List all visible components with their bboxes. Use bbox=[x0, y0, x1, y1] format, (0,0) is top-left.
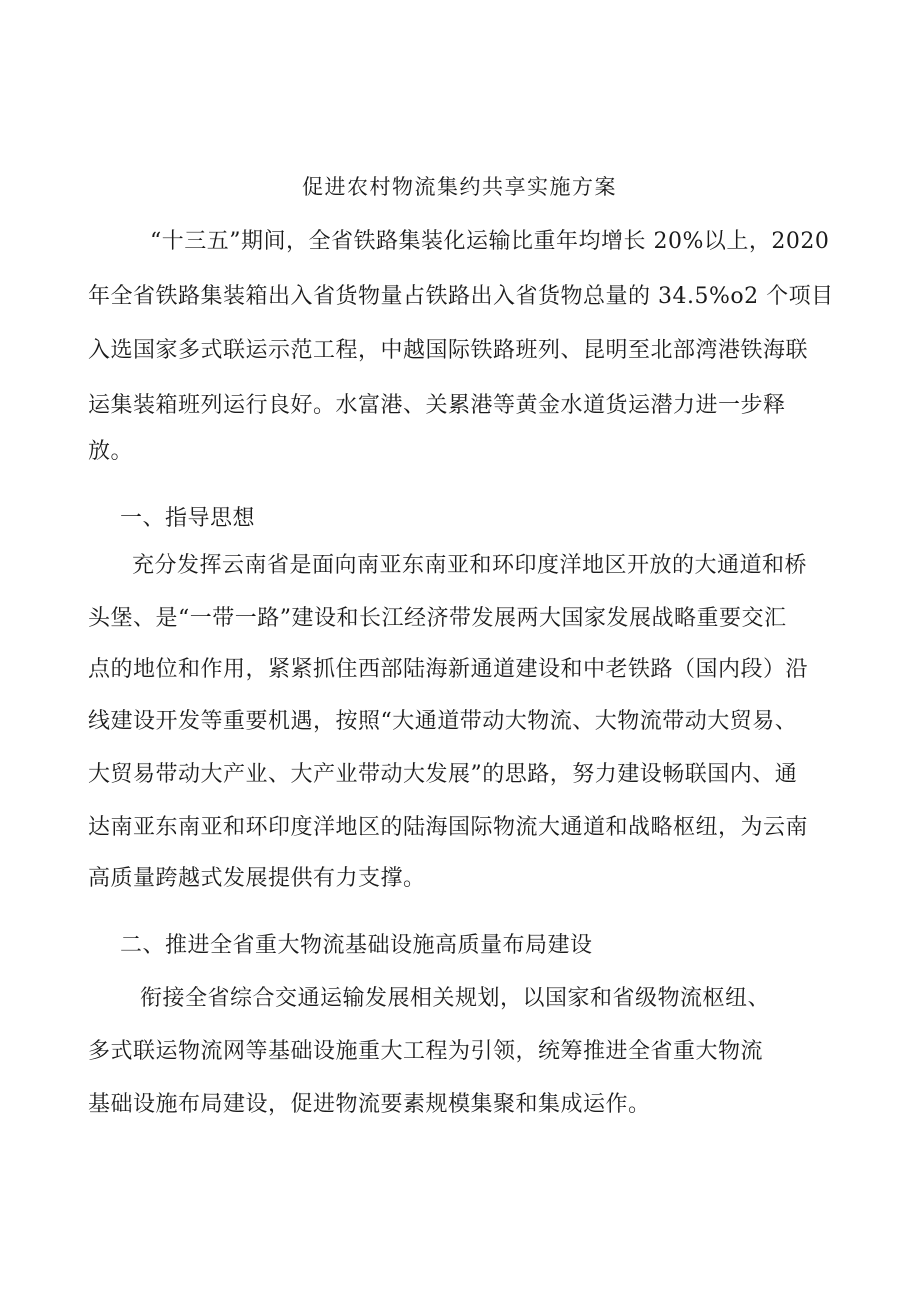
section-heading: 一、指导思想 bbox=[120, 506, 256, 531]
intro-line: 运集装箱班列运行良好。水富港、关累港等黄金水道货运潜力进一步释 bbox=[88, 393, 786, 418]
paragraph-line: 点的地位和作用，紧紧抓住西部陆海新通道建设和中老铁路（国内段）沿 bbox=[88, 657, 809, 682]
paragraph-line: 衔接全省综合交通运输发展相关规划，以国家和省级物流枢纽、 bbox=[140, 986, 771, 1011]
paragraph-line: 达南亚东南亚和环印度洋地区的陆海国际物流大通道和战略枢纽，为云南 bbox=[88, 815, 809, 840]
paragraph-line: 高质量跨越式发展提供有力支撑。 bbox=[88, 866, 426, 891]
paragraph-line: 基础设施布局建设，促进物流要素规模集聚和集成运作。 bbox=[88, 1092, 651, 1117]
intro-line: 入选国家多式联运示范工程，中越国际铁路班列、昆明至北部湾港铁海联 bbox=[88, 338, 809, 363]
intro-line: 年全省铁路集装箱出入省货物量占铁路出入省货物总量的 34.5%o2 个项目 bbox=[88, 284, 834, 309]
intro-line: “十三五”期间，全省铁路集装化运输比重年均增长 20%以上，2020 bbox=[150, 229, 830, 254]
intro-line: 放。 bbox=[88, 439, 134, 464]
paragraph-line: 多式联运物流网等基础设施重大工程为引领，统筹推进全省重大物流 bbox=[88, 1039, 764, 1064]
paragraph-line: 充分发挥云南省是面向南亚东南亚和环印度洋地区开放的大通道和桥 bbox=[132, 553, 808, 578]
document-title: 促进农村物流集约共享实施方案 bbox=[302, 175, 617, 199]
paragraph-line: 大贸易带动大产业、大产业带动大发展”的思路，努力建设畅联国内、通 bbox=[88, 762, 798, 787]
paragraph-line: 线建设开发等重要机遇，按照“大通道带动大物流、大物流带动大贸易、 bbox=[88, 709, 798, 734]
section-heading: 二、推进全省重大物流基础设施高质量布局建设 bbox=[120, 933, 593, 958]
paragraph-line: 头堡、是“一带一路”建设和长江经济带发展两大国家发展战略重要交汇 bbox=[88, 606, 787, 631]
